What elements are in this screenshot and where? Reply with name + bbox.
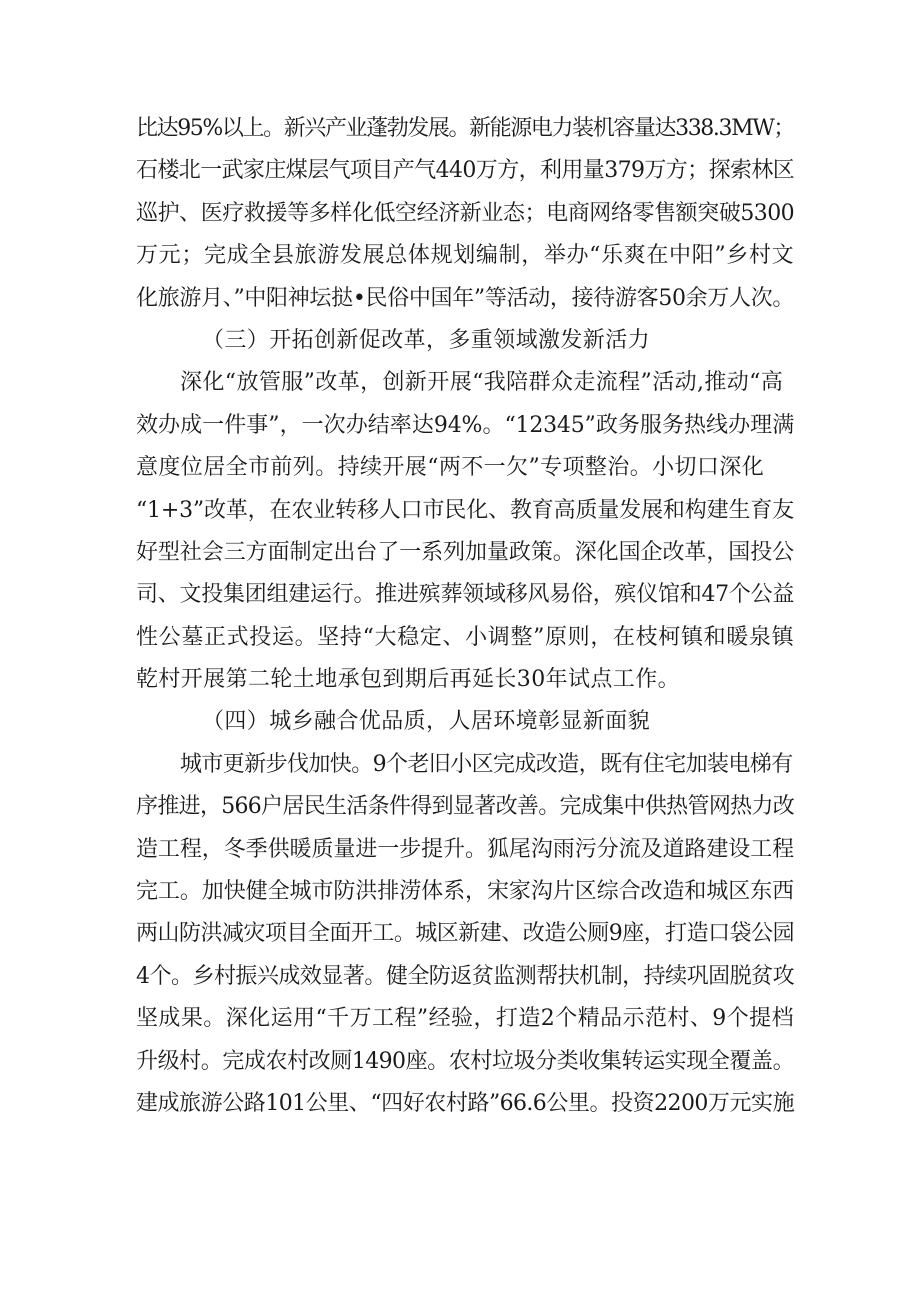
text-line: 乾村开展第二轮土地承包到期后再延长30年试点工作。 — [136, 667, 680, 693]
text-line: 性公墓正式投运。坚持“大稳定、小调整”原则，在枝柯镇和暖泉镇 — [136, 624, 794, 650]
text-line: 效办成一件事”，一次办结率达94%。“12345”政务服务热线办理满 — [136, 412, 794, 438]
text-line: 比达95%以上。新兴产业蓬勃发展。新能源电力装机容量达338.3MW； — [136, 116, 795, 141]
text-line: 4个。乡村振兴成效显著。健全防返贫监测帮扶机制，持续巩固脱贫攻 — [136, 963, 794, 989]
text-line: 司、文投集团组建运行。推进殡葬领域移风易俗，殡仪馆和47个公益 — [136, 582, 794, 608]
text-line: “1+3”改革，在农业转移人口市民化、教育高质量发展和构建生育友 — [136, 497, 794, 523]
text-line: 石楼北一武家庄煤层气项目产气440万方，利用量379万方；探索林区 — [136, 158, 795, 184]
text-line: 完工。加快健全城市防洪排涝体系，宋家沟片区综合改造和城区东西 — [136, 879, 794, 905]
text-line: 两山防洪减灾项目全面开工。城区新建、改造公厕9座，打造口袋公园 — [136, 921, 794, 947]
text-line: 升级村。完成农村改厕1490座。农村垃圾分类收集转运实现全覆盖。 — [136, 1048, 794, 1074]
text-line: 好型社会三方面制定出台了一系列加量政策。深化国企改革，国投公 — [136, 539, 794, 565]
text-line: 造工程，冬季供暖质量进一步提升。狐尾沟雨污分流及道路建设工程 — [136, 836, 794, 862]
text-line: 序推进，566户居民生活条件得到显著改善。完成集中供热管网热力改 — [136, 794, 794, 820]
text-line: 万元；完成全县旅游发展总体规划编制，举办“乐爽在中阳”乡村文 — [136, 243, 794, 269]
text-line: 坚成果。深化运用“千万工程”经验，打造2个精品示范村、9个提档 — [136, 1006, 794, 1032]
section-heading: （三）开拓创新促改革，多重领域激发新活力 — [202, 327, 651, 353]
paragraph-first-line: 深化“放管服”改革，创新开展“我陪群众走流程”活动,推动“高 — [180, 370, 784, 396]
document-body — [136, 108, 794, 1125]
text-line: 意度位居全市前列。持续开展“两不一欠”专项整治。小切口深化 — [136, 455, 765, 481]
text-line: 建成旅游公路101公里、“四好农村路”66.6公里。投资2200万元实施 — [136, 1090, 794, 1116]
section-heading: （四）城乡融合优品质，人居环境彰显新面貌 — [202, 709, 651, 735]
paragraph-first-line: 城市更新步伐加快。9个老旧小区完成改造，既有住宅加装电梯有 — [180, 751, 793, 777]
text-line: 化旅游月、”中阳神坛挞•民俗中国年”等活动，接待游客50余万人次。 — [136, 285, 794, 311]
text-line: 巡护、医疗救援等多样化低空经济新业态；电商网络零售额突破5300 — [136, 200, 794, 226]
